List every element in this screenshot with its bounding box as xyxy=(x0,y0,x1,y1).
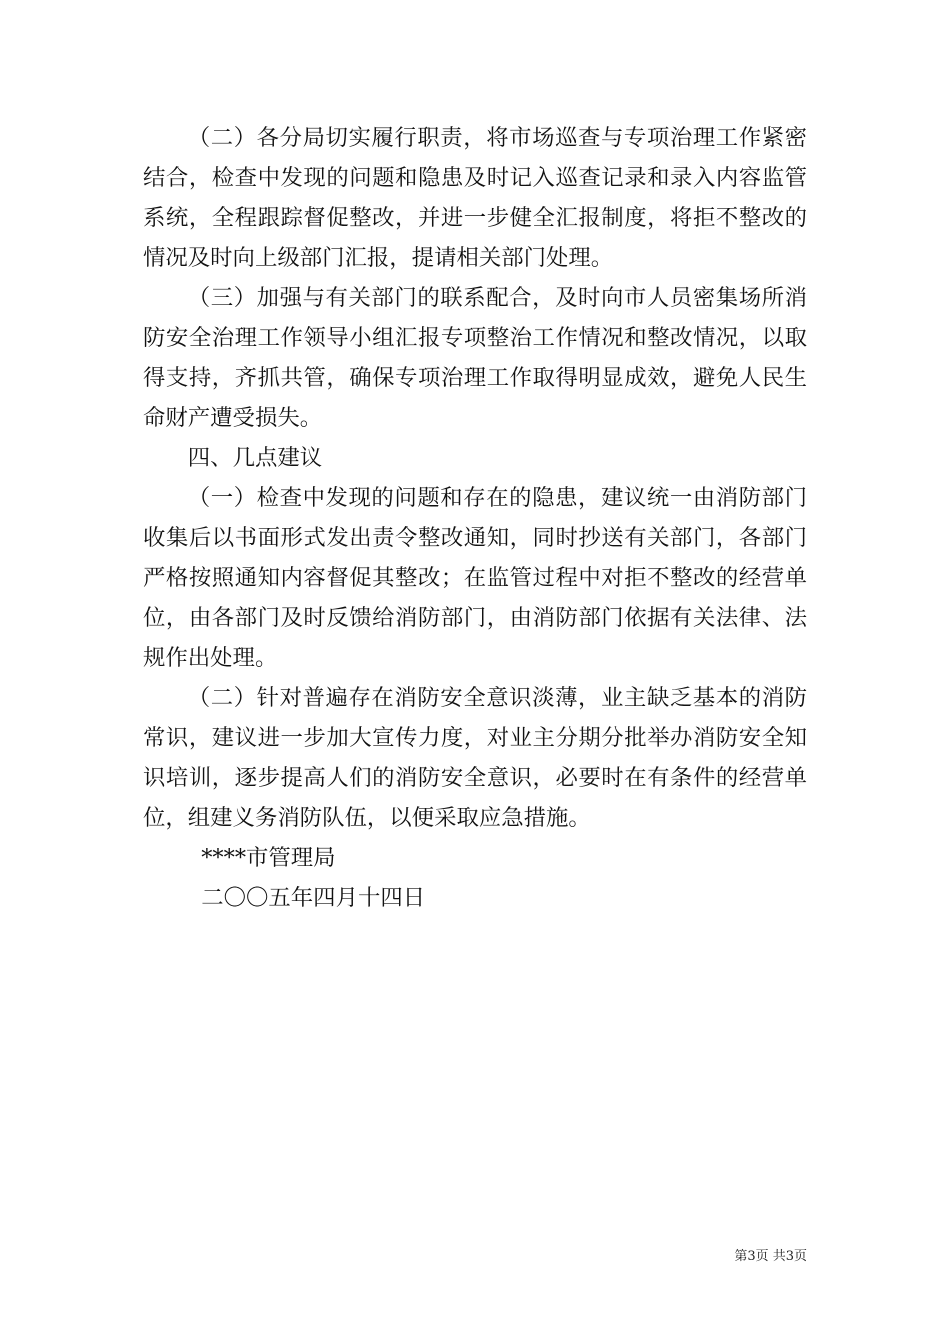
signature-organization: ****市管理局 xyxy=(201,845,336,871)
paragraph-section-2-3: （三）加强与有关部门的联系配合，及时向市人员密集场所消防安全治理工作领导小组汇报专项整治工作情况和整改情况，以取得支持，齐抓共管，确保专项治理工作取得明显成效，避免人民生命财产遭受损失。 xyxy=(143,285,807,431)
paragraph-suggestion-2: （二）针对普遍存在消防安全意识淡薄，业主缺乏基本的消防常识，建议进一步加大宣传力度，对业主分期分批举办消防安全知识培训，逐步提高人们的消防安全意识，必要时在有条件的经营单位，组建义务消防队伍，以便采取应急措施。 xyxy=(143,685,807,831)
document-body xyxy=(143,118,807,918)
paragraph-suggestion-1: （一）检查中发现的问题和存在的隐患，建议统一由消防部门收集后以书面形式发出责令整改通知，同时抄送有关部门，各部门严格按照通知内容督促其整改；在监管过程中对拒不整改的经营单位，由各部门及时反馈给消防部门，由消防部门依据有关法律、法规作出处理。 xyxy=(143,485,807,671)
paragraph-section-2-2: （二）各分局切实履行职责，将市场巡查与专项治理工作紧密结合，检查中发现的问题和隐患及时记入巡查记录和录入内容监管系统，全程跟踪督促整改，并进一步健全汇报制度，将拒不整改的情况及时向上级部门汇报，提请相关部门处理。 xyxy=(143,125,807,271)
section-heading-suggestions: 四、几点建议 xyxy=(187,445,323,471)
page-footer: 第3页 共3页 xyxy=(734,1249,807,1264)
signature-date: 二〇〇五年四月十四日 xyxy=(201,885,426,911)
